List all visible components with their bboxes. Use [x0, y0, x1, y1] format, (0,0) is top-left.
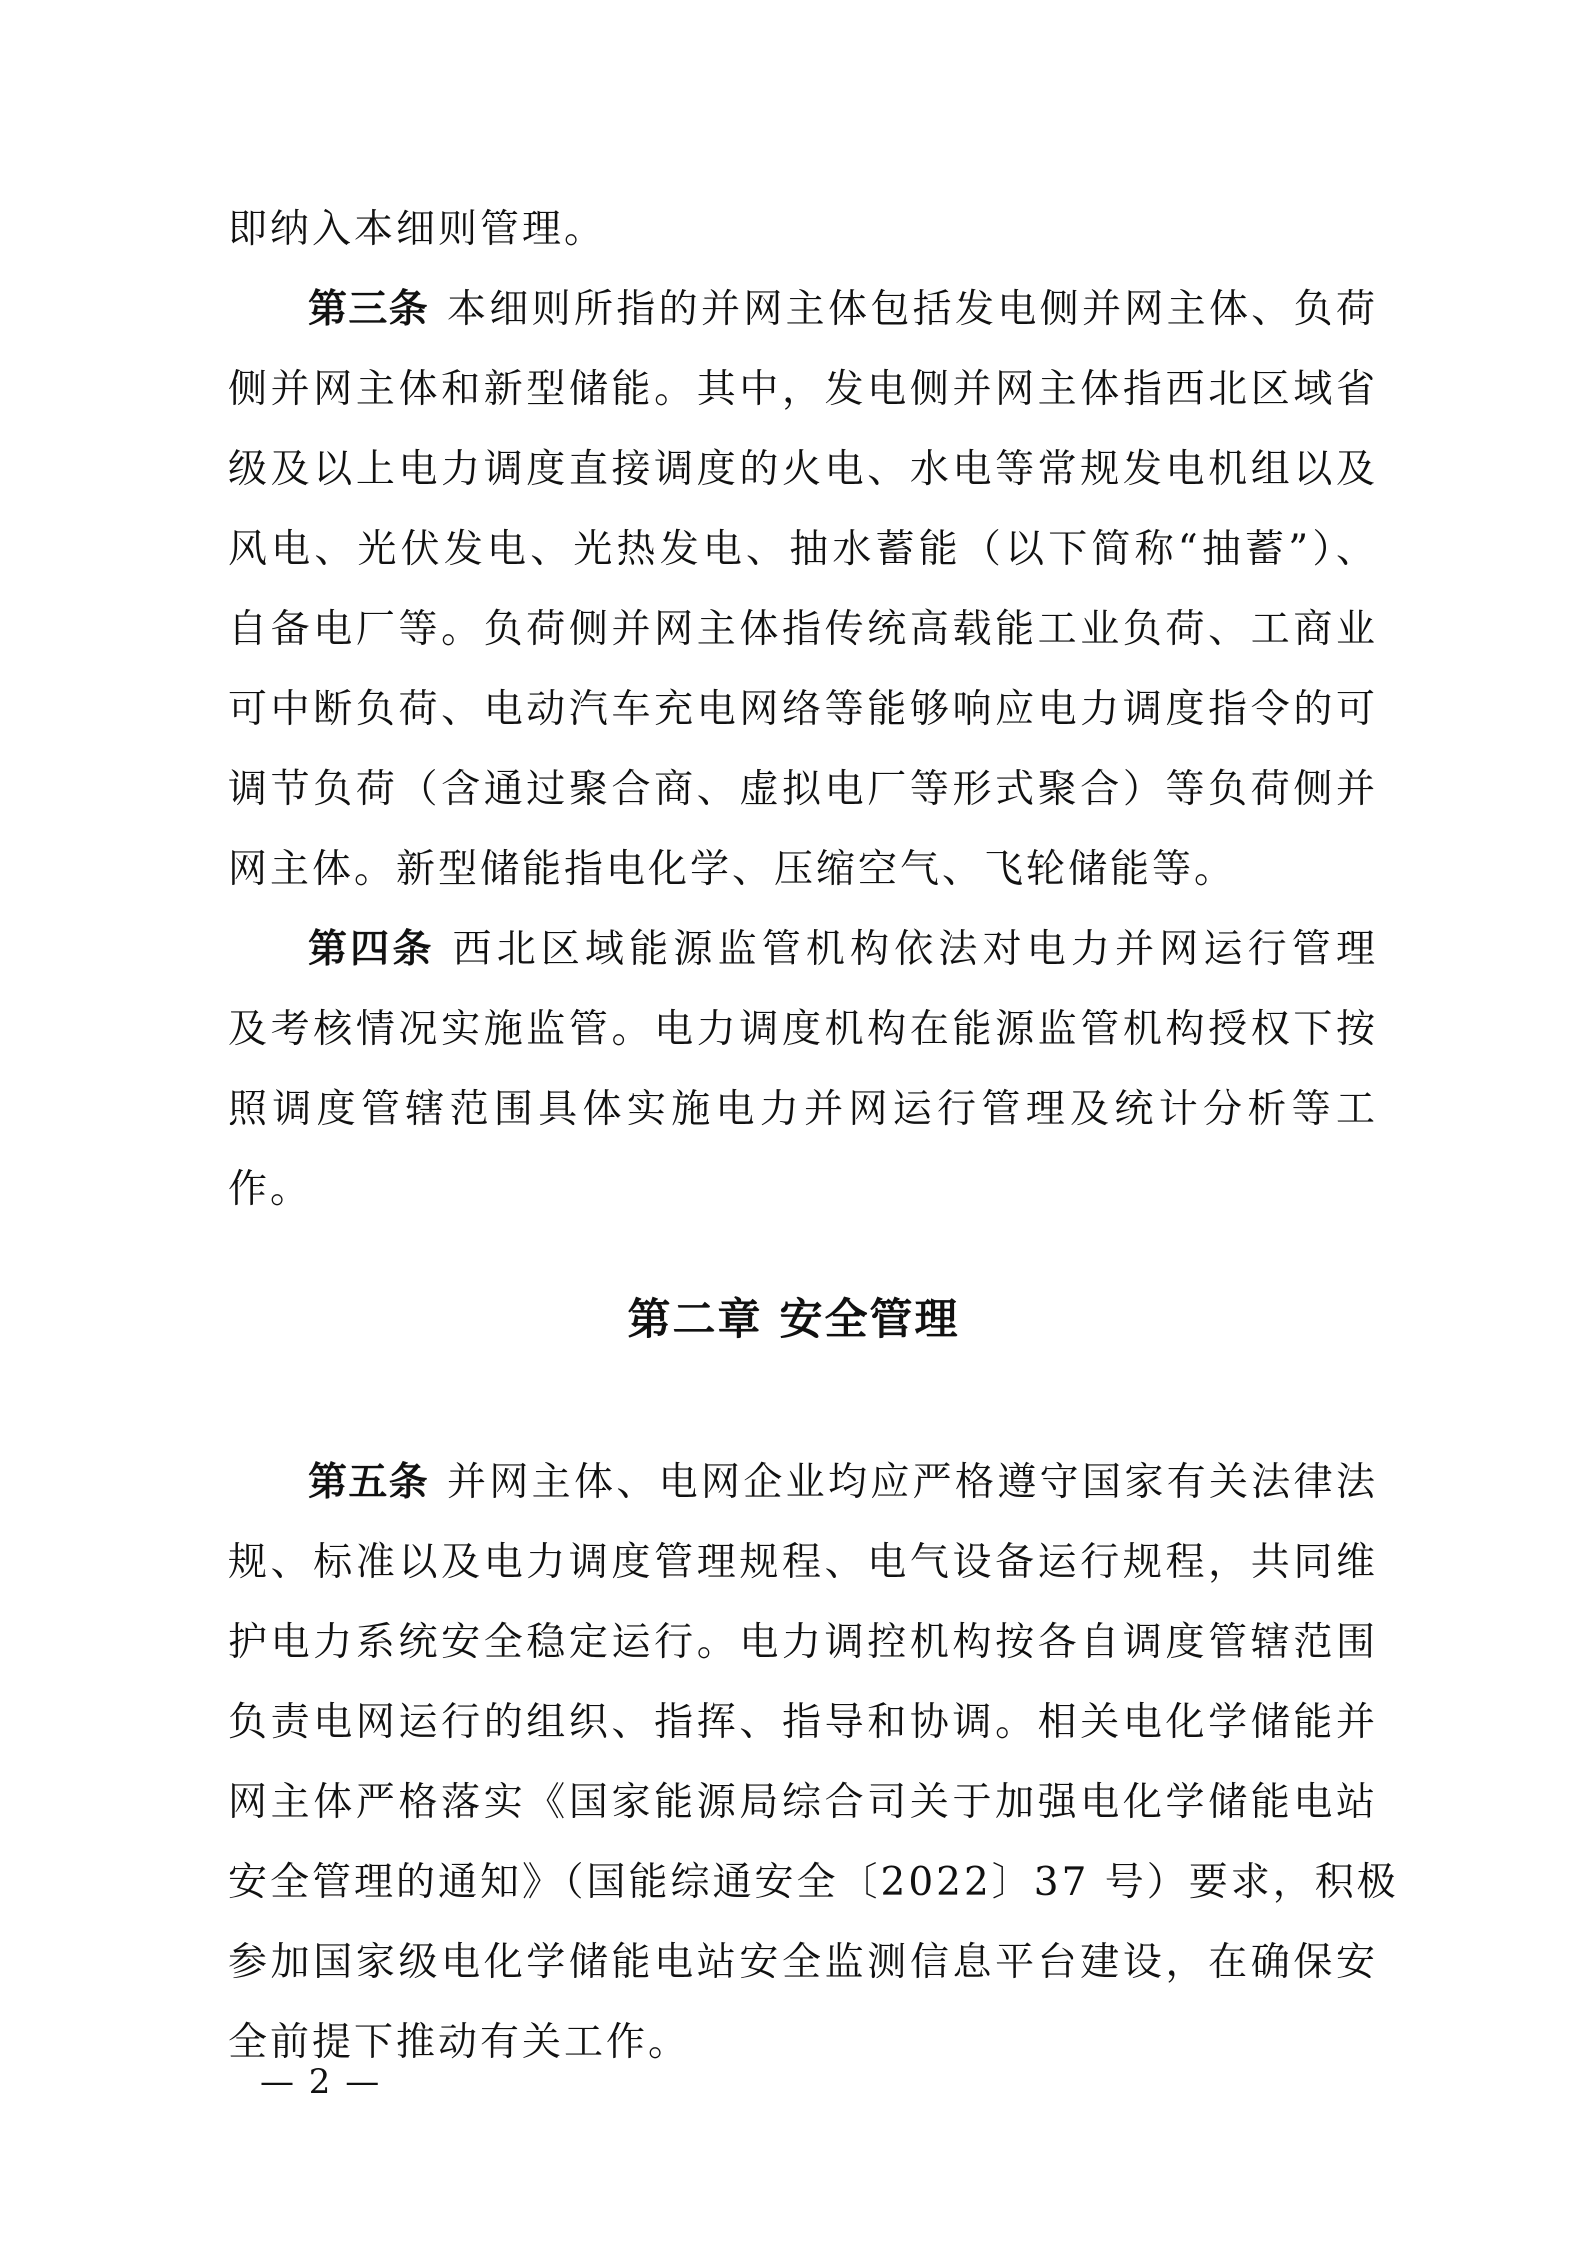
article-4-label: 第四条: [308, 927, 435, 972]
article-3-line-4: 风电、光伏发电、光热发电、抽水蓄能（以下简称“抽蓄”）、: [228, 527, 1378, 572]
page-number: — 2 —: [260, 2062, 382, 2102]
article-3-line-2: 侧并网主体和新型储能。其中，发电侧并网主体指西北区域省: [228, 367, 1378, 412]
article-3-line-6: 可中断负荷、电动汽车充电网络等能够响应电力调度指令的可: [228, 687, 1378, 732]
article-4-line-4: 作。: [228, 1167, 313, 1212]
article-5-line-7: 参加国家级电化学储能电站安全监测信息平台建设，在确保安: [228, 1940, 1378, 1985]
article-4-line-2: 及考核情况实施监管。电力调度机构在能源监管机构授权下按: [228, 1007, 1378, 1052]
article-5-line-4: 负责电网运行的组织、指挥、指导和协调。相关电化学储能并: [228, 1700, 1378, 1745]
article-3-line-7: 调节负荷（含通过聚合商、虚拟电厂等形式聚合）等负荷侧并: [228, 767, 1378, 812]
chapter-title: 第二章 安全管理: [627, 1295, 960, 1345]
continuation-line: 即纳入本细则管理。: [228, 207, 607, 252]
article-3-line-1: 第三条 本细则所指的并网主体包括发电侧并网主体、负荷: [308, 287, 1378, 332]
article-3-line-5: 自备电厂等。负荷侧并网主体指传统高载能工业负荷、工商业: [228, 607, 1378, 652]
article-5-line-2: 规、标准以及电力调度管理规程、电气设备运行规程，共同维: [228, 1540, 1378, 1585]
article-5-line-1: 第五条 并网主体、电网企业均应严格遵守国家有关法律法: [308, 1460, 1378, 1505]
article-5-line-5: 网主体严格落实《国家能源局综合司关于加强电化学储能电站: [228, 1780, 1378, 1825]
article-3-line-3: 级及以上电力调度直接调度的火电、水电等常规发电机组以及: [228, 447, 1378, 492]
article-5-line-6: 安全管理的通知》（国能综通安全〔2022〕37 号）要求，积极: [228, 1860, 1399, 1905]
article-4-line-1: 第四条 西北区域能源监管机构依法对电力并网运行管理: [308, 927, 1378, 972]
article-3-line-8: 网主体。新型储能指电化学、压缩空气、飞轮储能等。: [228, 847, 1237, 892]
article-4-line-3: 照调度管辖范围具体实施电力并网运行管理及统计分析等工: [228, 1087, 1378, 1132]
article-5-label: 第五条: [308, 1460, 429, 1505]
article-3-label: 第三条: [308, 287, 429, 332]
article-5-line-8: 全前提下推动有关工作。: [228, 2020, 691, 2065]
article-5-line-3: 护电力系统安全稳定运行。电力调控机构按各自调度管辖范围: [228, 1620, 1378, 1665]
